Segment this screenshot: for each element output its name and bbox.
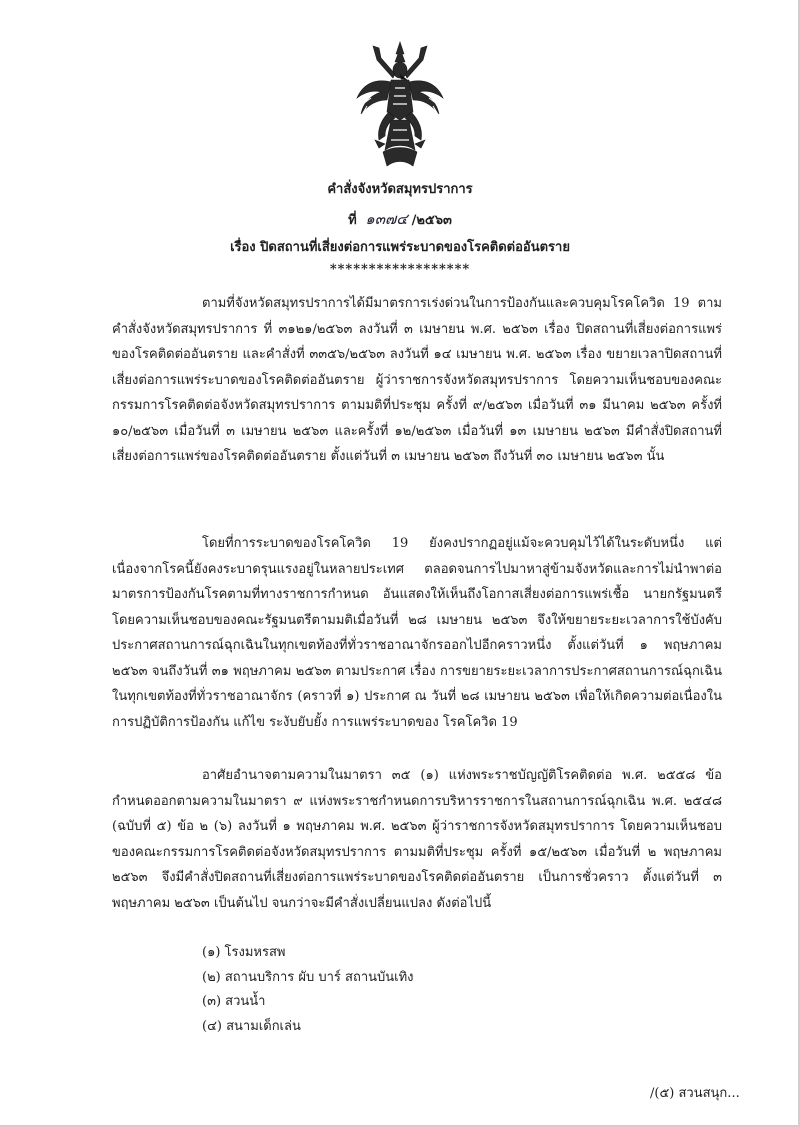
list-item: (๑) โรงมหรสพ [202, 945, 286, 960]
closed-places-list [202, 941, 414, 1039]
separator-stars: ****************** [329, 262, 471, 277]
paragraph-2-text: โดยที่การระบาดของโรคโควิด 19 ยังคงปรากฏอยู่แม้จะควบคุมไว้ได้ในระดับหนึ่ง แต่เนื่องจากโรคนี้ยังคงระบาดรุนแรงอยู่ในหลายประเทศ ตลอดจนการไปมาหาสู่ข้ามจังหวัดและการไม่นำพาต่อมาตรการป้องกันโรคตามที่ทางราชการกำหนด อันแสดงให้เห็นถึงโอกาสเสี่ยงต่อการแพร่เชื้อ นายกรัฐมนตรีโดยความเห็นชอบของคณะรัฐมนตรีตามมติเมื่อวันที่ ๒๘ เมษายน ๒๕๖๓ จึงให้ขยายระยะเวลาการใช้บังคับประกาศสถานการณ์ฉุกเฉินในทุกเขตท้องที่ทั่วราชอาณาจักรออกไปอีกคราวหนึ่ง ตั้งแต่วันที่ ๑ พฤษภาคม ๒๕๖๓ จนถึงวันที่ ๓๑ พฤษภาคม ๒๕๖๓ ตามประกาศ เรื่อง การขยายระยะเวลาการประกาศสถานการณ์ฉุกเฉินในทุกเขตท้องที่ทั่วราชอาณาจักร (คราวที่ ๑) ประกาศ ณ วันที่ ๒๘ เมษายน ๒๕๖๓ เพื่อให้เกิดความต่อเนื่องในการปฏิบัติการป้องกัน แก้ไข ระงับยับยั้ง การแพร่ระบาดของ โรคโควิด 19 [112, 536, 722, 730]
order-number [0, 207, 800, 231]
document-subject: เรื่อง ปิดสถานที่เสี่ยงต่อการแพร่ระบาดของโรคติดต่ออันตราย [230, 240, 570, 255]
list-item: (๔) สนามเด็กเล่น [202, 1018, 301, 1034]
handwritten-number: ๑๓๗๔ [365, 210, 408, 228]
garuda-emblem-icon [355, 40, 445, 170]
list-item: (๓) สวนน้ำ [202, 994, 266, 1009]
number-prefix: ที่ [348, 213, 357, 228]
paragraph-3 [112, 763, 722, 916]
number-suffix: /๒๕๖๓ [411, 213, 452, 228]
continuation-note: /(๕) สวนสนุก... [650, 1086, 740, 1101]
paragraph-2 [112, 531, 722, 735]
document-title: คำสั่งจังหวัดสมุทรปราการ [327, 182, 473, 197]
list-item: (๒) สถานบริการ ผับ บาร์ สถานบันเทิง [202, 969, 414, 985]
paragraph-3-text: อาศัยอำนาจตามความในมาตรา ๓๕ (๑) แห่งพระราชบัญญัติโรคติดต่อ พ.ศ. ๒๕๕๘ ข้อกำหนดออกตามความในมาตรา ๙ แห่งพระราชกำหนดการบริหารราชการในสถานการณ์ฉุกเฉิน พ.ศ. ๒๕๔๘ (ฉบับที่ ๕) ข้อ ๒ (๖) ลงวันที่ ๑ พฤษภาคม พ.ศ. ๒๕๖๓ ผู้ว่าราชการจังหวัดสมุทรปราการ โดยความเห็นชอบของคณะกรรมการโรคติดต่อจังหวัดสมุทรปราการ ตามมติที่ประชุม ครั้งที่ ๑๕/๒๕๖๓ เมื่อวันที่ ๒ พฤษภาคม ๒๕๖๓ จึงมีคำสั่งปิดสถานที่เสี่ยงต่อการแพร่ระบาดของโรคติดต่ออันตราย เป็นการชั่วคราว ตั้งแต่วันที่ ๓ พฤษภาคม ๒๕๖๓ เป็นต้นไป จนกว่าจะมีคำสั่งเปลี่ยนแปลง ดังต่อไปนี้ [112, 768, 722, 911]
paragraph-1 [112, 291, 722, 470]
paragraph-1-text: ตามที่จังหวัดสมุทรปราการได้มีมาตรการเร่งด่วนในการป้องกันและควบคุมโรคโควิด 19 ตามคำสั่งจังหวัดสมุทรปราการ ที่ ๓๑๒๑/๒๕๖๓ ลงวันที่ ๓ เมษายน พ.ศ. ๒๕๖๓ เรื่อง ปิดสถานที่เสี่ยงต่อการแพร่ของโรคติดต่ออันตราย และคำสั่งที่ ๓๓๕๖/๒๕๖๓ ลงวันที่ ๑๔ เมษายน พ.ศ. ๒๕๖๓ เรื่อง ขยายเวลาปิดสถานที่เสี่ยงต่อการแพร่ระบาดของโรคติดต่ออันตราย ผู้ว่าราชการจังหวัดสมุทรปราการ โดยความเห็นชอบของคณะกรรมการโรคติดต่อจังหวัดสมุทรปราการ ตามมติที่ประชุม ครั้งที่ ๙/๒๕๖๓ เมื่อวันที่ ๓๑ มีนาคม ๒๕๖๓ ครั้งที่ ๑๐/๒๕๖๓ เมื่อวันที่ ๓ เมษายน ๒๕๖๓ และครั้งที่ ๑๒/๒๕๖๓ เมื่อวันที่ ๑๓ เมษายน ๒๕๖๓ มีคำสั่งปิดสถานที่เสี่ยงต่อการแพร่ของโรคติดต่ออันตราย ตั้งแต่วันที่ ๓ เมษายน ๒๕๖๓ ถึงวันที่ ๓๐ เมษายน ๒๕๖๓ นั้น [112, 296, 722, 464]
